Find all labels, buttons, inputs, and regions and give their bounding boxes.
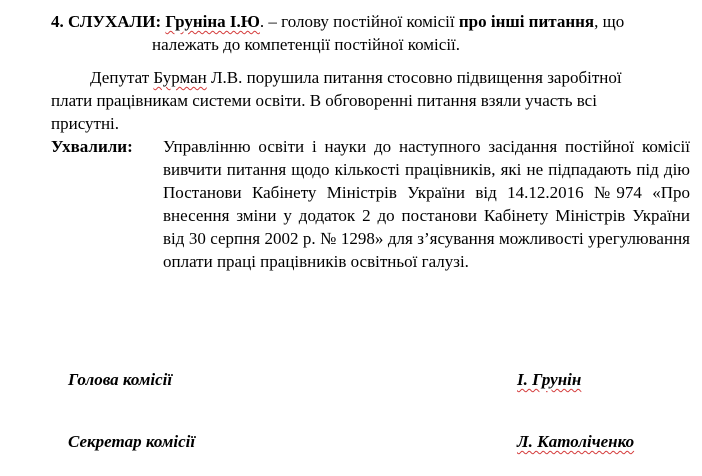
heard-line1-tail: , що — [594, 12, 625, 31]
deputy-name: Бурман — [153, 68, 207, 87]
secretary-title: Секретар комісії — [68, 432, 196, 451]
secretary-name: Л. Католіченко — [517, 432, 635, 451]
heard-line-2: належать до компетенції постійної комісії. — [152, 35, 461, 54]
discussion-line-2: плати працівникам системи освіти. В обговоренні питання взяли участь всі — [51, 91, 597, 110]
chair-title: Голова комісії — [68, 370, 173, 389]
discussion-line-3: присутні. — [51, 114, 120, 133]
resolved-text: Управлінню освіти і науки до наступного засідання постійної комісії вивчити питання щодо кількості працівників, які не підпадають під дію Постанови Кабінету Міністрів України від 14.12.2016 №974 «Про внесення зміни у додаток 2 до постанови Кабінету Міністрів України від 30 серпня 2002 р. № 1298» для з’ясування можливості урегулювання оплати праці працівників освітньої галузі. — [163, 137, 690, 271]
deputy-prefix: Депутат — [90, 68, 154, 87]
heard-topic: про інші питання — [458, 12, 595, 31]
chair-name: І. Грунін — [517, 370, 582, 389]
heard-line-1 — [51, 10, 624, 33]
heard-number-label: 4. СЛУХАЛИ: — [51, 12, 162, 31]
resolved-label: Ухвалили: — [51, 137, 133, 156]
discussion-line-1 — [90, 66, 622, 89]
deputy-rest: Л.В. порушила питання стосовно підвищення заробітної — [206, 68, 622, 87]
heard-speaker: Груніна І.Ю — [165, 12, 260, 31]
heard-after-speaker: . – голову постійної комісії — [259, 12, 459, 31]
